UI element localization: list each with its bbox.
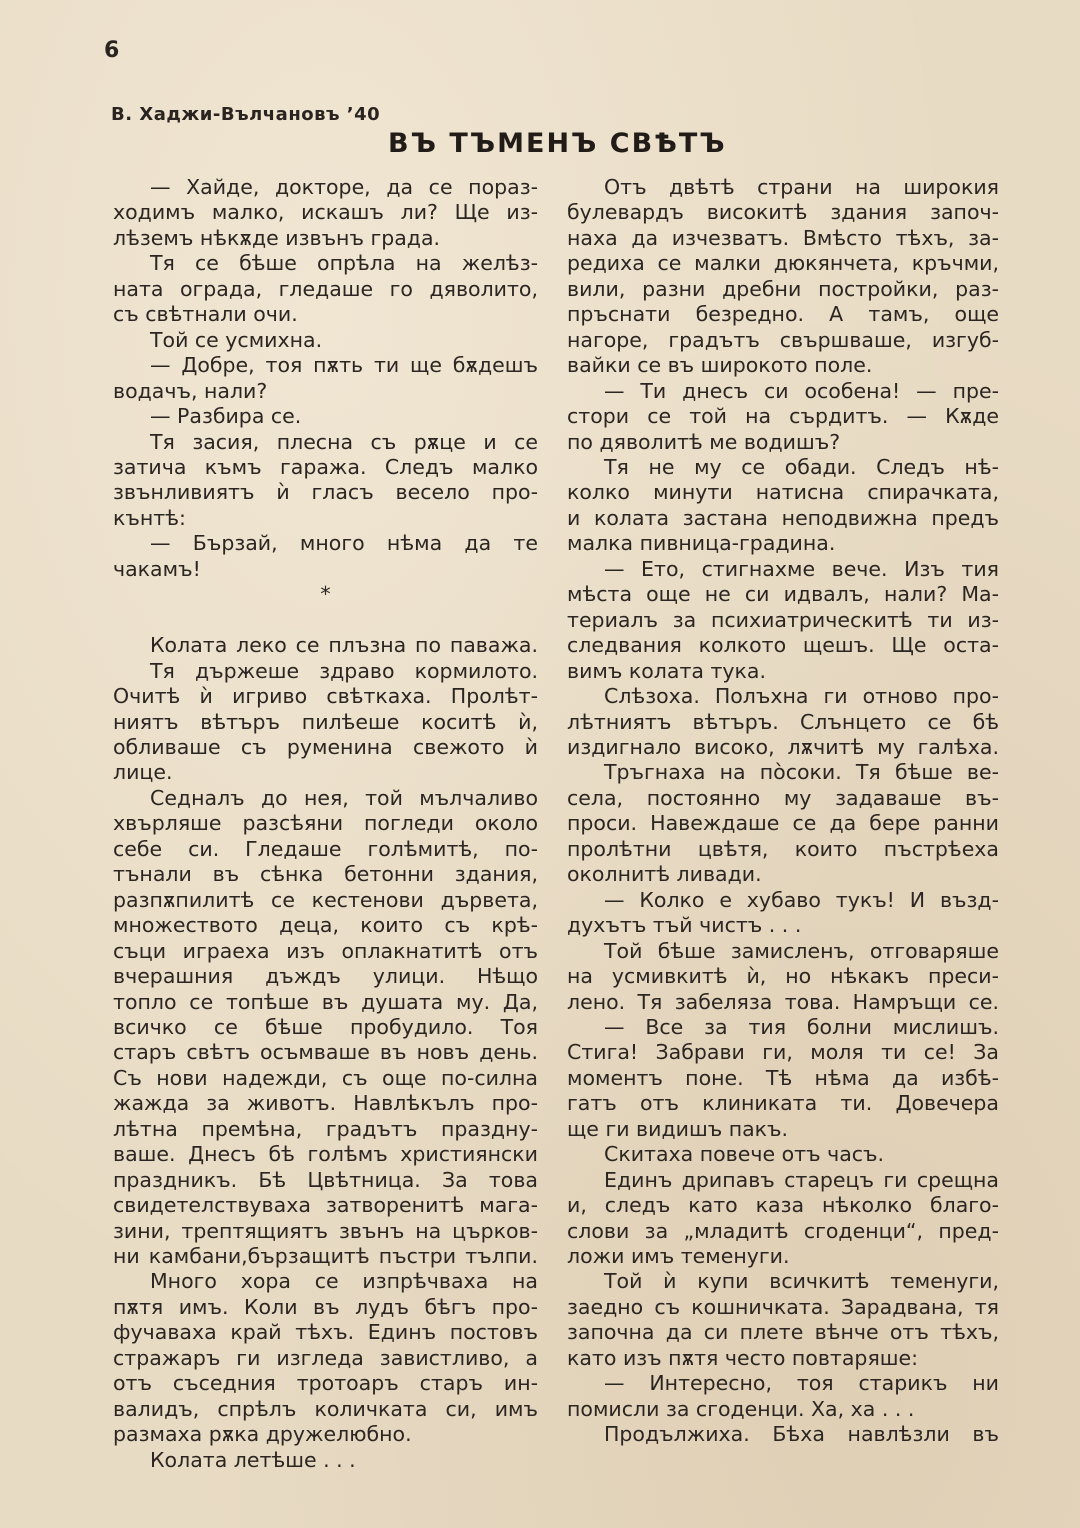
text-line: лено. Тя забеляза това. Намръщи се. (567, 989, 999, 1014)
text-line: жажда за животъ. Навлѣкълъ про- (113, 1091, 538, 1116)
text-line: ложи имъ теменуги. (567, 1244, 790, 1269)
right-text-column (567, 175, 999, 1448)
text-line (113, 608, 538, 633)
text-line: редиха се малки дюкянчета, кръчми, (567, 251, 999, 276)
text-line: ще ги видишъ пакъ. (567, 1116, 789, 1141)
text-line: стражаръ ги изгледа завистливо, а (113, 1345, 538, 1370)
text-line: проси. Навеждаше се да бере ранни (567, 811, 999, 836)
text-line: помисли за сгоденци. Ха, ха . . . (567, 1396, 915, 1421)
author-byline: В. Хаджи-Вълчановъ ’40 (111, 104, 381, 125)
text-line: хвърляше разсѣяни погледи около (113, 811, 538, 836)
text-line: себе си. Гледаше голѣмитѣ, по- (113, 836, 538, 861)
text-line: множеството деца, които съ крѣ- (113, 913, 538, 938)
text-line: чакамъ! (113, 556, 201, 581)
text-line: Тръгнаха на пòсоки. Тя бѣше ве- (604, 760, 999, 785)
text-line: — Добре, тоя пѫть ти ще бѫдешъ (150, 353, 538, 378)
text-line: зини, трептящиятъ звънъ на църков- (113, 1218, 538, 1243)
text-line: села, постоянно му задаваше въ- (567, 785, 999, 810)
text-line: Той се усмихна. (150, 327, 323, 352)
text-line: пръснати безредно. А тамъ, още (567, 302, 999, 327)
text-line: топло се топѣше въ душата му. Да, (113, 989, 538, 1014)
text-line: затича къмъ гаража. Следъ малко (113, 454, 538, 479)
text-line: фучаваха край тѣхъ. Единъ постовъ (113, 1320, 538, 1345)
text-line: пѫтя имъ. Коли въ лудъ бѣгъ про- (113, 1294, 538, 1319)
text-line: Тя не му се обади. Следъ нѣ- (604, 454, 999, 479)
text-line: водачъ, нали? (113, 378, 268, 403)
text-line: Скитаха повече отъ часъ. (604, 1142, 885, 1167)
text-line: — Ти днесъ си особена! — пре- (604, 378, 999, 403)
text-line: Колата леко се плъзна по паважа. (150, 633, 538, 658)
left-text-column (113, 175, 538, 1473)
text-line: издигнало високо, лѫчитѣ му галѣха. (567, 734, 999, 759)
text-line: заедно съ кошничката. Зарадвана, тя (567, 1294, 999, 1319)
text-line: започна да си плете вѣнче отъ тѣхъ, (567, 1320, 999, 1345)
text-line: — Все за тия болни мислишъ. (604, 1014, 999, 1039)
text-line: Слѣзоха. Полъхна ги отново про- (604, 684, 999, 709)
text-line: ната ограда, гледаше го дяволито, (113, 276, 538, 301)
text-line: моментъ поне. Тѣ нѣма да избѣ- (567, 1065, 999, 1090)
text-line: Стига! Забрави ги, моля ти се! За (567, 1040, 999, 1065)
text-line: Тя засия, плесна съ рѫце и се (150, 429, 538, 454)
text-line: на усмивкитѣ ѝ, но нѣкакъ преси- (567, 964, 999, 989)
text-line: ваше. Днесъ бѣ голѣмъ християнски (113, 1142, 538, 1167)
text-line: лице. (113, 760, 173, 785)
text-line: Тя се бѣше опрѣла на желѣз- (150, 251, 538, 276)
text-line: малка пивница-градина. (567, 531, 836, 556)
text-line: гатъ отъ клиниката ти. Довечера (567, 1091, 999, 1116)
text-line: вимъ колата тука. (567, 658, 767, 683)
text-line: лѣтна премѣна, градътъ праздну- (113, 1116, 538, 1141)
text-line: разпѫпилитѣ се кестенови дървета, (113, 887, 538, 912)
text-line: Той бѣше замисленъ, отговаряше (604, 938, 999, 963)
text-line: размаха рѫка дружелюбно. (113, 1422, 412, 1447)
text-line: Очитѣ ѝ игриво свѣткаха. Пролѣт- (113, 684, 538, 709)
article-title: ВЪ ТЪМЕНЪ СВѢТЪ (388, 128, 727, 159)
text-line: пролѣтни цвѣтя, които пъстрѣеха (567, 836, 999, 861)
text-line: колко минути натисна спирачката, (567, 480, 999, 505)
text-line: свидетелствуваха затворенитѣ мага- (113, 1193, 538, 1218)
text-line: отъ съседния тротоаръ старъ ин- (113, 1371, 538, 1396)
text-line: * (320, 582, 331, 607)
text-line: Седналъ до нея, той мълчаливо (150, 785, 538, 810)
text-line: всичко се бѣше пробудило. Тоя (113, 1014, 538, 1039)
text-line: по дяволитѣ ме водишъ? (567, 429, 841, 454)
text-line: следвания колкото щешъ. Ще оста- (567, 633, 999, 658)
text-line: ходимъ малко, искашъ ли? Ще из- (113, 200, 538, 225)
text-line: и, следъ като каза нѣколко благо- (567, 1193, 999, 1218)
text-line: лѣтниятъ вѣтъръ. Слънцето се бѣ (567, 709, 999, 734)
text-line: ни камбани,бързащитѣ пъстри тълпи. (113, 1244, 538, 1269)
text-line: вайки се въ широкото поле. (567, 353, 873, 378)
text-line: нагоре, градътъ свършваше, изгуб- (567, 327, 999, 352)
text-line: старъ свѣтъ осъмваше въ новъ день. (113, 1040, 538, 1065)
text-line: — Бързай, много нѣма да те (150, 531, 538, 556)
text-line: Отъ двѣтѣ страни на широкия (604, 175, 999, 199)
text-line: стори се той на сърдитъ. — Кѫде (567, 404, 999, 429)
text-line: Колата летѣше . . . (150, 1447, 356, 1472)
text-line: тънали въ сѣнка бетонни здания, (113, 862, 538, 887)
text-line: обливаше съ руменина свежото ѝ (113, 734, 538, 759)
text-line: звънливиятъ ѝ гласъ весело про- (113, 480, 538, 505)
text-line: — Интересно, тоя старикъ ни (604, 1371, 999, 1396)
text-line: — Колко е хубаво тукъ! И възд- (604, 887, 999, 912)
text-line: Тя държеше здраво кормилото. (150, 658, 538, 683)
text-line: — Ето, стигнахме вече. Изъ тия (604, 556, 999, 581)
text-line: мѣста още не си идвалъ, нали? Ма- (567, 582, 999, 607)
text-line: Съ нови надежди, съ още по-силна (113, 1065, 538, 1090)
page-number: 6 (104, 38, 120, 63)
text-line: Той ѝ купи всичкитѣ теменуги, (604, 1269, 999, 1294)
text-line: околнитѣ ливади. (567, 862, 762, 887)
text-line: съ свѣтнали очи. (113, 302, 298, 327)
text-line: и колата застана неподвижна предъ (567, 505, 999, 530)
text-line: като изъ пѫтя често повтаряше: (567, 1345, 919, 1370)
text-line: — Разбира се. (150, 404, 302, 429)
text-line: ниятъ вѣтъръ пилѣеше коситѣ ѝ, (113, 709, 538, 734)
text-line: Единъ дрипавъ старецъ ги срещна (604, 1167, 999, 1192)
text-line: валидъ, спрѣлъ количката си, имъ (113, 1396, 538, 1421)
text-line: териалъ за психиатрическитѣ ти из- (567, 607, 999, 632)
text-line: праздникъ. Бѣ Цвѣтница. За това (113, 1167, 538, 1192)
text-line: булевардъ високитѣ здания започ- (567, 200, 999, 225)
text-line: духътъ тъй чистъ . . . (567, 913, 802, 938)
text-line: кънтѣ: (113, 505, 186, 530)
text-line: слови за „младитѣ сгоденци“, пред- (567, 1218, 999, 1243)
text-line: Продължиха. Бѣха навлѣзли въ (604, 1422, 999, 1447)
text-line: вили, разни дребни постройки, раз- (567, 276, 999, 301)
text-line: — Хайде, докторе, да се пораз- (150, 175, 538, 199)
text-line: Много хора се изпрѣчваха на (150, 1269, 538, 1294)
text-line: вчерашния дъждъ улици. Нѣщо (113, 964, 538, 989)
text-line: лѣземъ нѣкѫде извънъ града. (113, 225, 441, 250)
text-line: съци играеха изъ оплакнатитѣ отъ (113, 938, 538, 963)
text-line: наха да изчезватъ. Вмѣсто тѣхъ, за- (567, 225, 999, 250)
